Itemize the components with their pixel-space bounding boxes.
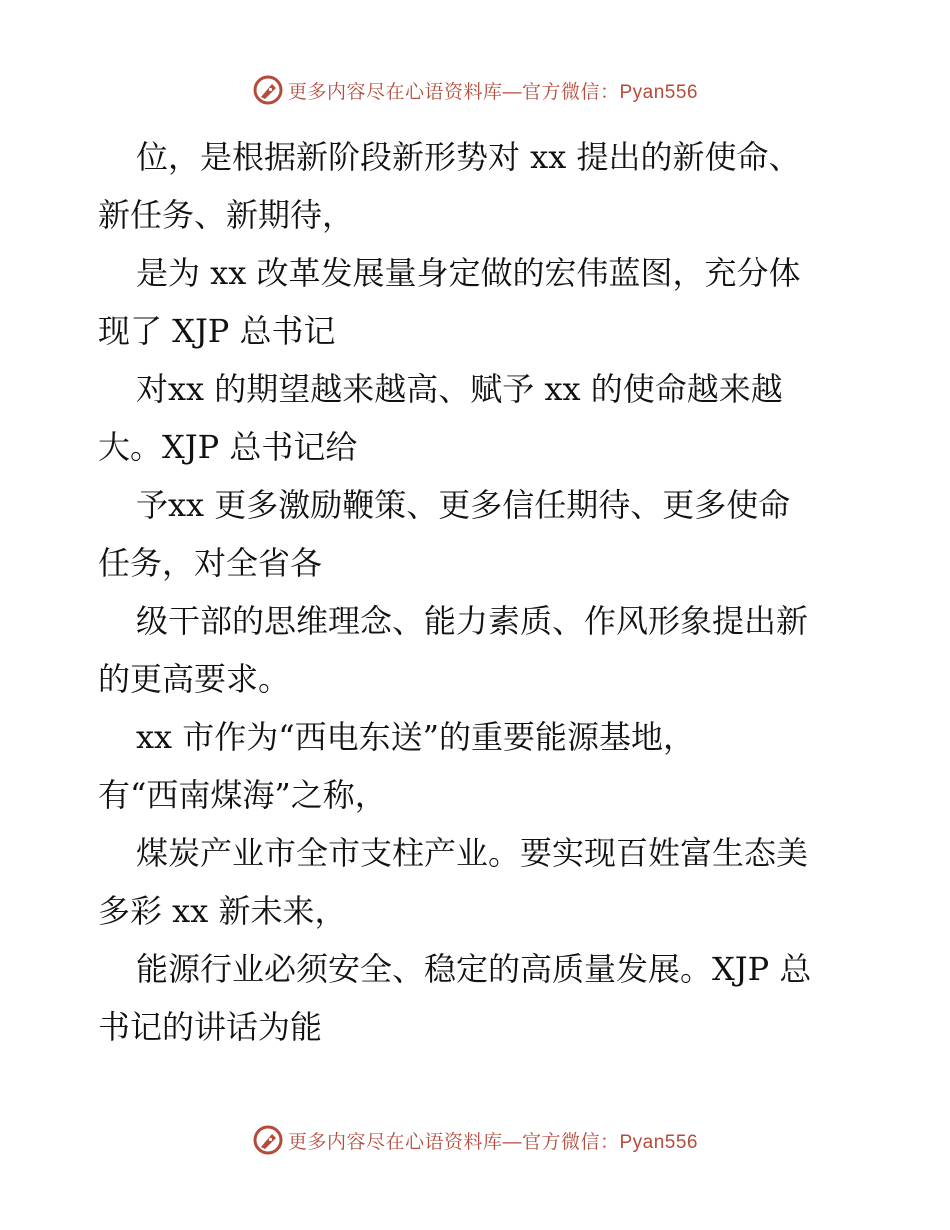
text-line: 书记的讲话为能 — [98, 1008, 323, 1046]
footer-banner-text: 更多内容尽在心语资料库—官方微信：Pyan556 — [287, 1131, 698, 1153]
text-line: 对xx 的期望越来越高、赋予 xx 的使命越来越 — [136, 370, 783, 408]
text-line: 能源行业必须安全、稳定的高质量发展。XJP 总 — [136, 950, 812, 988]
text-line: 位，是根据新阶段新形势对 xx 提出的新使命、 — [136, 138, 801, 176]
header-banner-text: 更多内容尽在心语资料库—官方微信：Pyan556 — [287, 81, 698, 103]
pen-nib-logo-icon — [252, 1124, 284, 1156]
text-line: 现了 XJP 总书记 — [98, 312, 336, 350]
text-line: 的更高要求。 — [98, 660, 291, 698]
text-line: 煤炭产业市全市支柱产业。要实现百姓富生态美 — [136, 834, 809, 872]
text-line: 予xx 更多激励鞭策、更多信任期待、更多使命 — [136, 486, 791, 524]
text-line: 大。XJP 总书记给 — [98, 428, 358, 466]
text-line: 多彩 xx 新未来， — [98, 892, 347, 930]
footer-banner — [0, 1120, 950, 1160]
pen-nib-logo-icon — [252, 74, 284, 106]
text-line: xx 市作为“西电东送”的重要能源基地， — [136, 718, 695, 756]
text-line: 是为 xx 改革发展量身定做的宏伟蓝图，充分体 — [136, 254, 801, 292]
text-line: 新任务、新期待， — [98, 196, 355, 234]
text-line: 任务，对全省各 — [98, 544, 323, 582]
document-body — [98, 128, 858, 1056]
text-line: 级干部的思维理念、能力素质、作风形象提出新 — [136, 602, 809, 640]
header-banner — [0, 70, 950, 110]
text-line: 有“西南煤海”之称， — [98, 776, 387, 814]
